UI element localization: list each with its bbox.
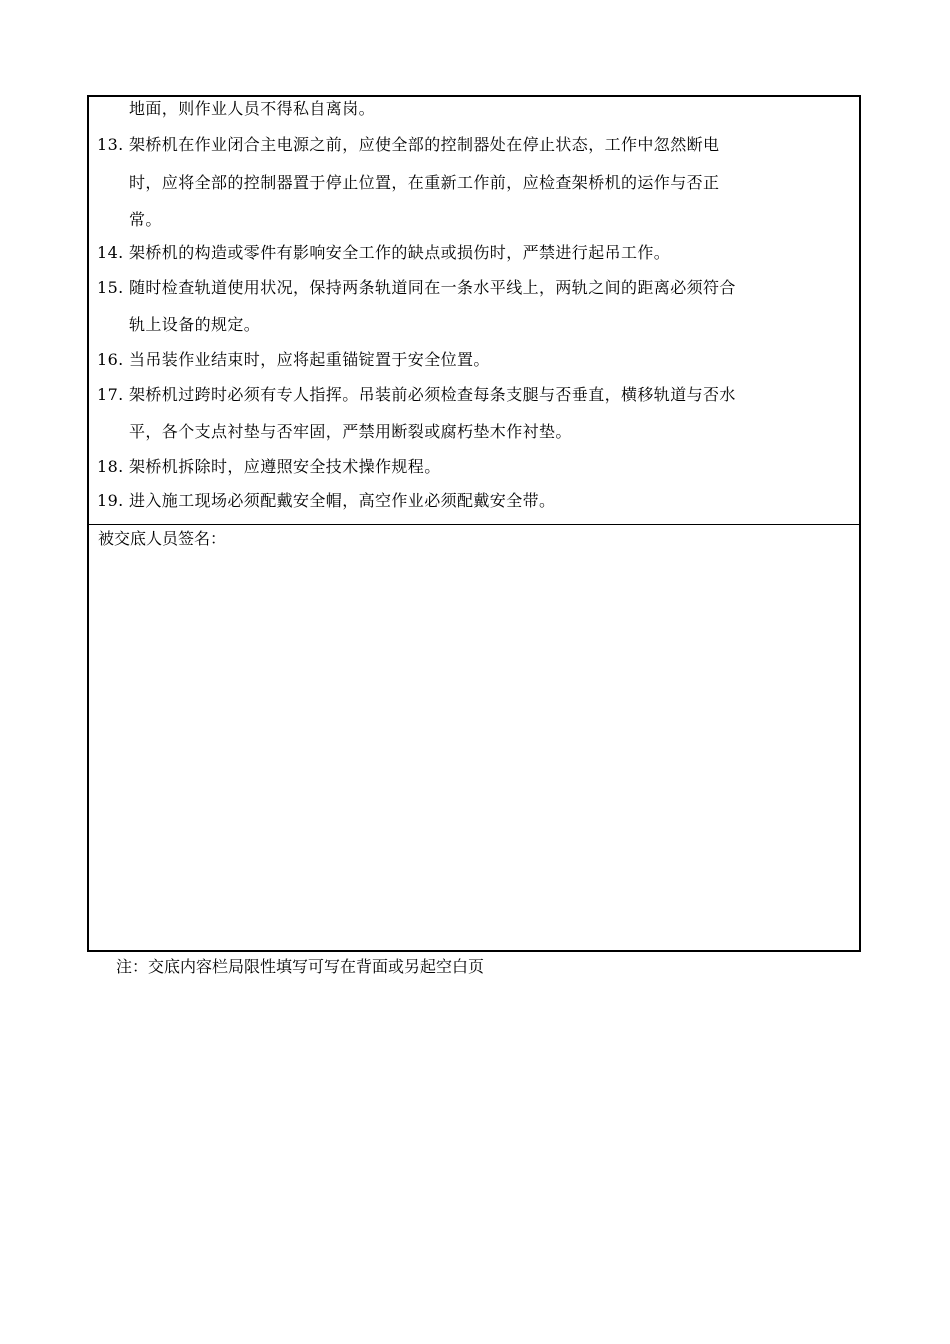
item-line: 当吊装作业结束时，应将起重锚锭置于安全位置。 <box>129 350 490 369</box>
item-line: 时，应将全部的控制器置于停止位置，在重新工作前，应检查架桥机的运作与否正 <box>129 173 720 192</box>
list-item <box>97 457 441 477</box>
item-line: 地面，则作业人员不得私自离岗。 <box>129 99 376 118</box>
item-number: 15. <box>97 278 124 297</box>
item-number: 18. <box>97 457 124 476</box>
item-line: 随时检查轨道使用状况，保持两条轨道同在一条水平线上，两轨之间的距离必须符合 <box>129 278 736 297</box>
list-item <box>97 350 490 370</box>
footnote: 注：交底内容栏局限性填写可写在背面或另起空白页 <box>116 957 485 976</box>
item-number: 14. <box>97 243 124 262</box>
list-item <box>97 135 719 155</box>
item-line: 平，各个支点衬垫与否牢固，严禁用断裂或腐朽垫木作衬垫。 <box>129 422 572 441</box>
item-number: 17. <box>97 385 124 404</box>
item-line: 架桥机在作业闭合主电源之前，应使全部的控制器处在停止状态，工作中忽然断电 <box>129 135 720 154</box>
item-line: 架桥机过跨时必须有专人指挥。吊装前必须检查每条支腿与否垂直，横移轨道与否水 <box>129 385 736 404</box>
item-line: 进入施工现场必须配戴安全帽，高空作业必须配戴安全带。 <box>129 491 556 510</box>
list-item <box>97 385 736 405</box>
item-number: 19. <box>97 491 124 510</box>
signature-label: 被交底人员签名： <box>98 529 227 548</box>
item-line: 常。 <box>129 210 162 229</box>
item-line: 轨上设备的规定。 <box>129 315 261 334</box>
list-item <box>97 491 555 511</box>
item-line: 架桥机的构造或零件有影响安全工作的缺点或损伤时，严禁进行起吊工作。 <box>129 243 671 262</box>
list-item <box>97 278 736 298</box>
disclosure-table <box>87 95 861 952</box>
content-cell <box>89 97 859 525</box>
list-item <box>97 243 670 263</box>
item-line: 架桥机拆除时，应遵照安全技术操作规程。 <box>129 457 441 476</box>
item-number: 16. <box>97 350 124 369</box>
signature-cell[interactable] <box>89 525 859 950</box>
item-number: 13. <box>97 135 124 154</box>
